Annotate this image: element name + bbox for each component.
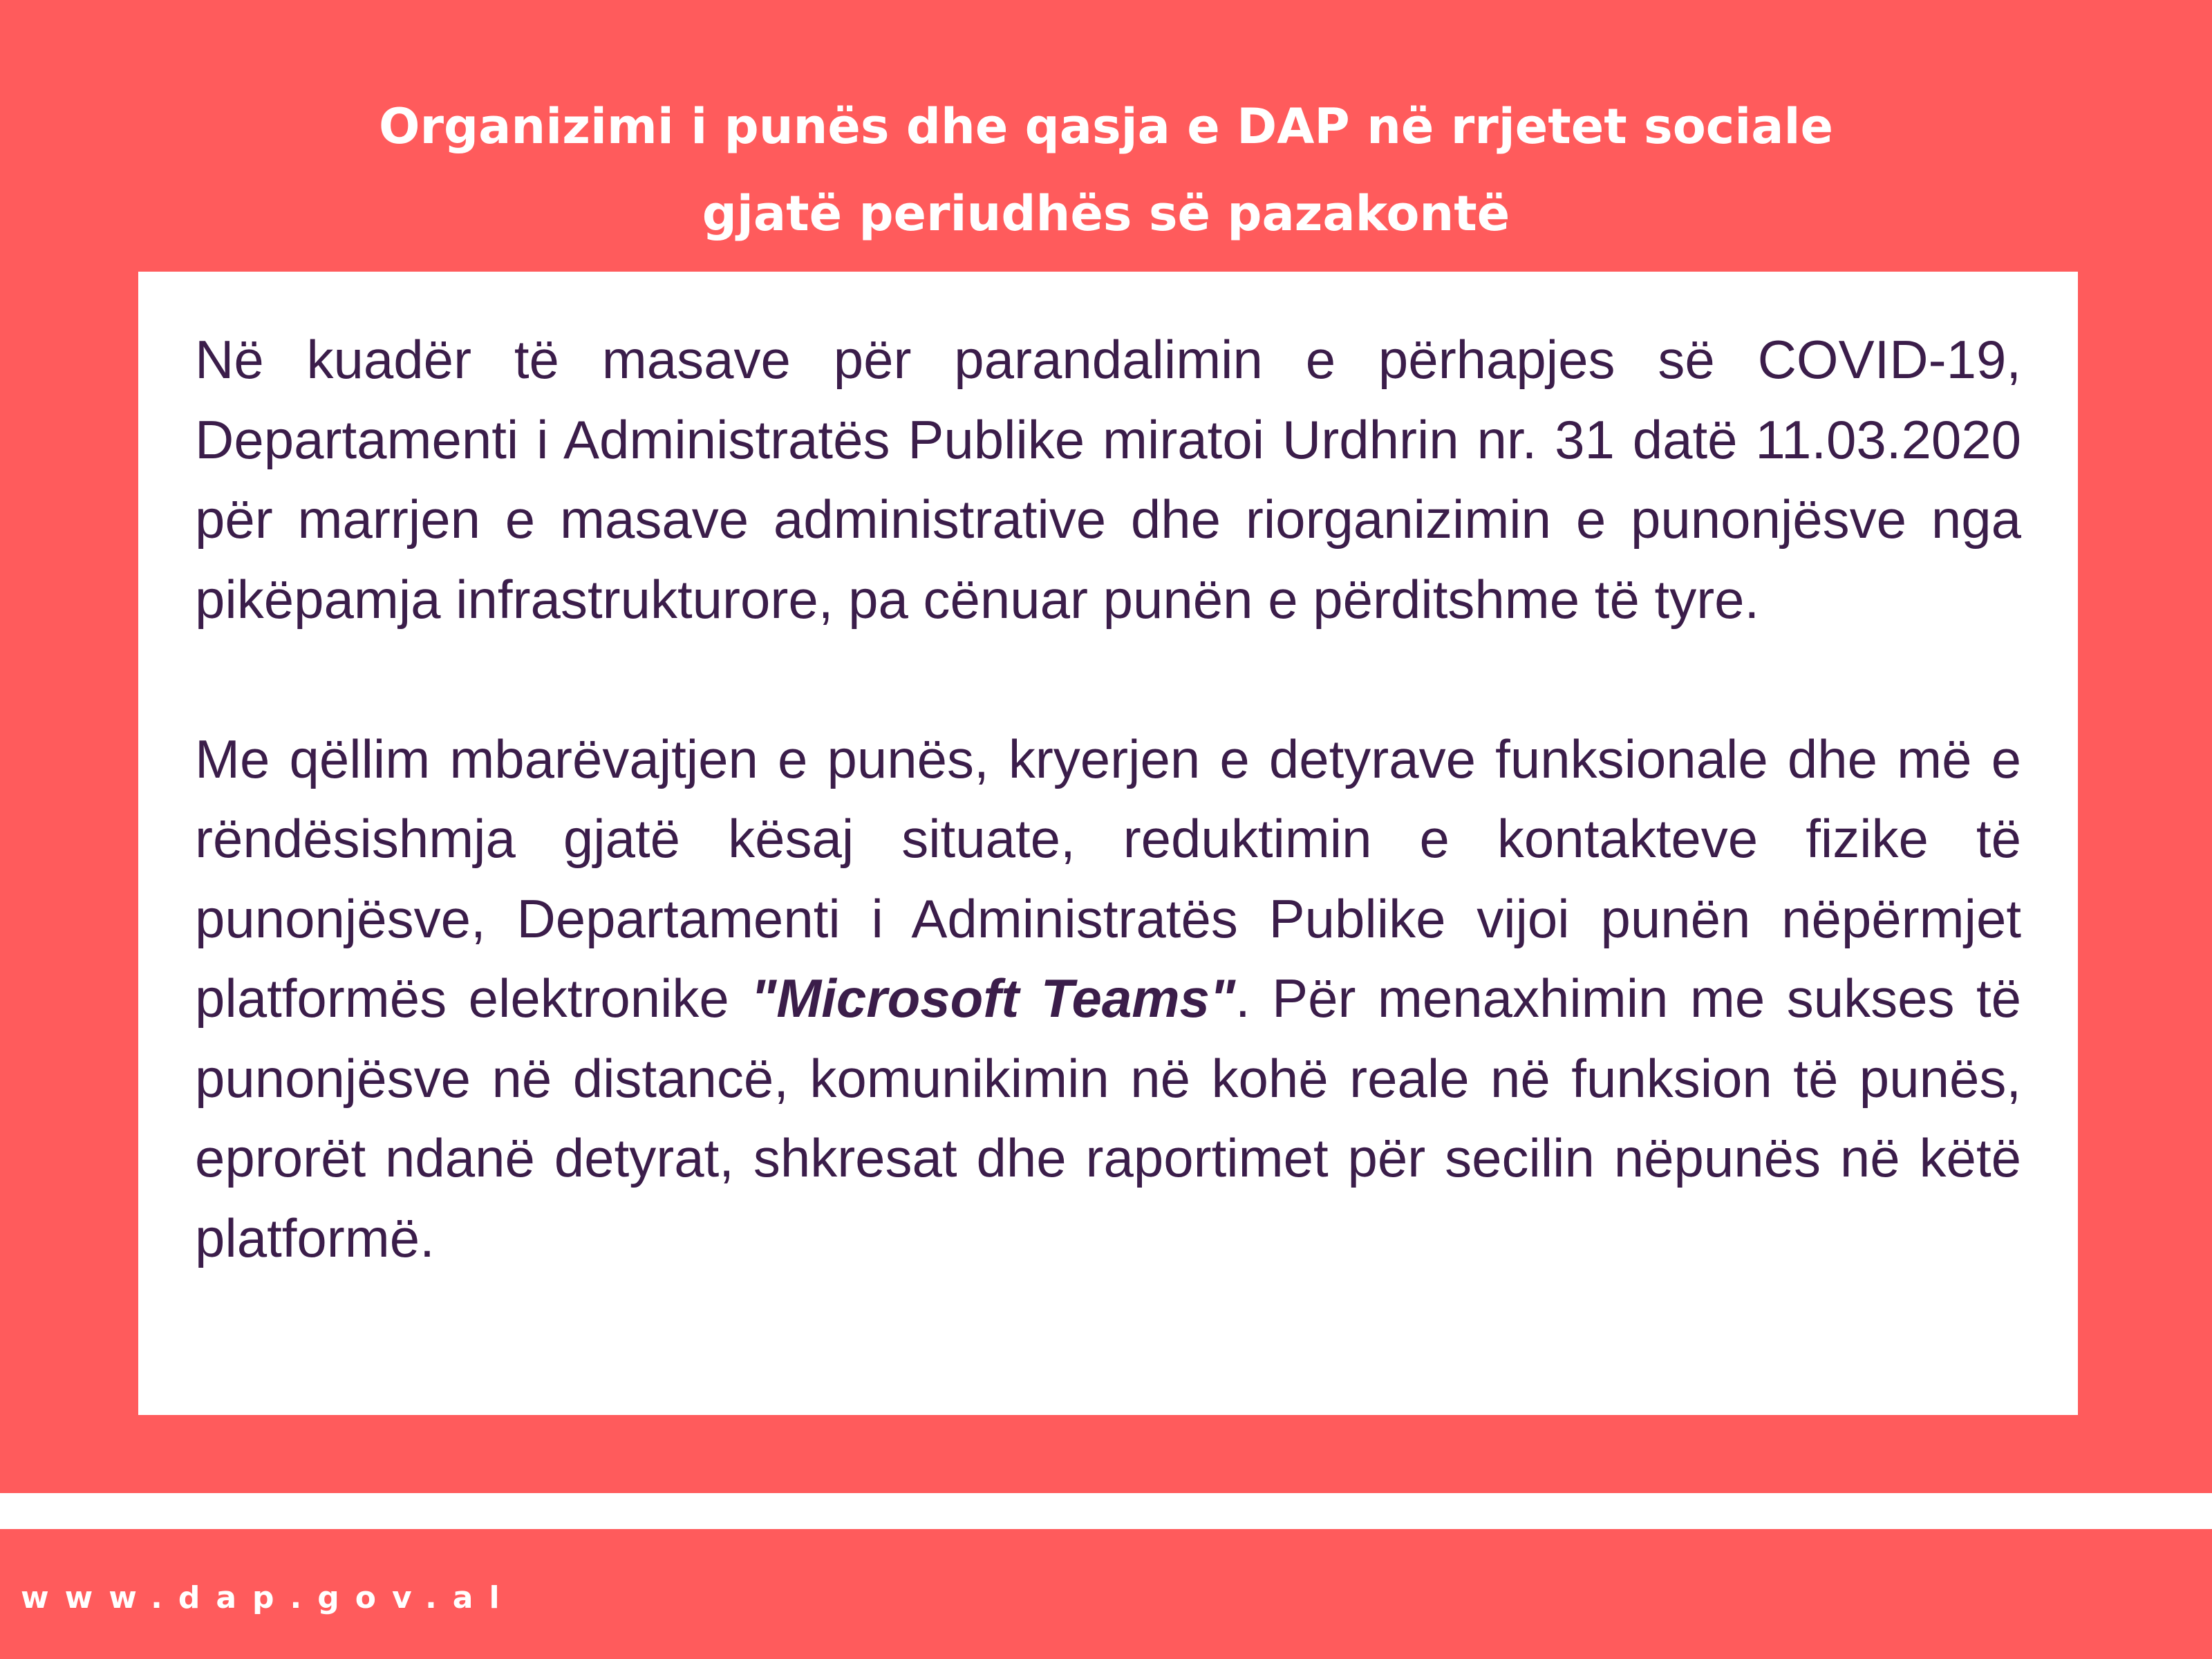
paragraph-2 bbox=[195, 720, 2021, 1279]
page-title bbox=[0, 83, 2212, 257]
paragraph-1: Në kuadër të masave për parandalimin e përhapjes së COVID-19, Departamenti i Administratës Publike miratoi Urdhrin nr. 31 datë 11.03.2020 për marrjen e masave administrative dhe riorganizimin e punonjësve nga pikëpamja infrastrukturore, pa cënuar punën e përditshme të tyre. bbox=[195, 329, 2021, 630]
website-url: www.dap.gov.al bbox=[21, 1580, 516, 1615]
title-line-1: Organizimi i punës dhe qasja e DAP në rrjetet sociale bbox=[379, 98, 1833, 155]
footer-divider-band bbox=[0, 1493, 2212, 1529]
microsoft-teams-emphasis: "Microsoft Teams" bbox=[751, 968, 1235, 1029]
content-card bbox=[138, 272, 2078, 1415]
title-line-2: gjatë periudhës së pazakontë bbox=[702, 185, 1510, 242]
paragraph-2-text-start: Me qëllim mbarëvajtjen e punës, kryerjen e detyrave funksionale dhe më e rëndësishmja gjatë kësaj situate, reduktimin e kontakteve fizike të punonjësve, Departamenti i Administratës Publike vijoi punën nëpërmjet platformës elektronike bbox=[195, 728, 2021, 1029]
paragraph-2-text-end: . Për menaxhimin me sukses të punonjësve në distancë, komunikimin në kohë reale në funksion të punës, eprorët ndanë detyrat, shkresat dhe raportimet për secilin nëpunës në këtë platformë. bbox=[195, 968, 2021, 1268]
